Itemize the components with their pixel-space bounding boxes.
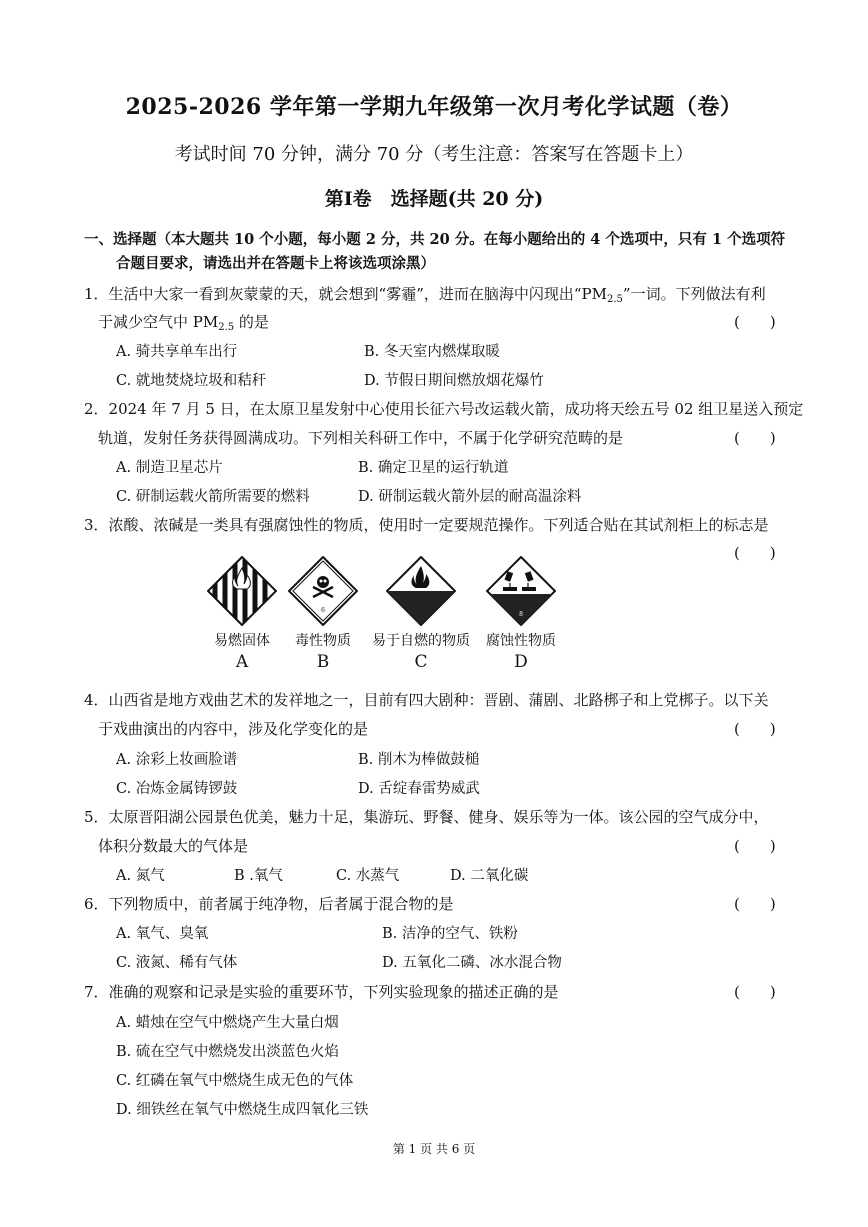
instructions-line-2: 合题目要求，请选出并在答题卡上将该选项涂黑） xyxy=(116,255,435,272)
question-5-option-a: A. 氮气 xyxy=(116,868,165,884)
question-6-option-d: D. 五氧化二磷、冰水混合物 xyxy=(382,955,562,971)
sign-letter-d: D xyxy=(514,652,528,672)
sign-label-d: 腐蚀性物质 xyxy=(486,633,556,649)
page-footer: 第 1 页 共 6 页 xyxy=(392,1142,476,1156)
question-2-line-2: 轨道，发射任务获得圆满成功。下列相关科研工作中，不属于化学研究范畴的是 xyxy=(98,429,624,447)
question-7-option-b: B. 硫在空气中燃烧发出淡蓝色火焰 xyxy=(116,1044,339,1060)
question-1-option-a: A. 骑共享单车出行 xyxy=(116,344,238,360)
question-4-option-c: C. 冶炼金属铸锣鼓 xyxy=(116,781,238,797)
sign-letter-b: B xyxy=(316,652,330,672)
spontaneous-combustion-icon xyxy=(386,556,456,626)
answer-paren: ( ) xyxy=(734,313,776,331)
section-title: 第Ⅰ卷 选择题(共 20 分) xyxy=(324,188,544,210)
question-7-option-a: A. 蜡烛在空气中燃烧产生大量白烟 xyxy=(116,1015,339,1031)
question-3-line-1: 3．浓酸、浓碱是一类具有强腐蚀性的物质，使用时一定要规范操作。下列适合贴在其试剂柜上的标志是 xyxy=(84,516,769,534)
question-5-line-2: 体积分数最大的气体是 xyxy=(98,837,249,855)
question-1-option-d: D. 节假日期间燃放烟花爆竹 xyxy=(364,373,544,389)
answer-paren: ( ) xyxy=(734,895,776,913)
question-2-line-1: 2．2024 年 7 月 5 日，在太原卫星发射中心使用长征六号改运载火箭，成功将天绘五号 02 组卫星送入预定 xyxy=(84,400,804,418)
question-6-option-a: A. 氧气、臭氧 xyxy=(116,926,209,942)
svg-text:8: 8 xyxy=(519,611,523,618)
sign-letter-a: A xyxy=(235,652,249,672)
sign-label-a: 易燃固体 xyxy=(214,633,270,649)
question-4-line-1: 4．山西省是地方戏曲艺术的发祥地之一，目前有四大剧种：晋剧、蒲剧、北路梆子和上党梆子。以下关 xyxy=(84,691,769,709)
question-6-option-c: C. 液氮、稀有气体 xyxy=(116,955,238,971)
answer-paren: ( ) xyxy=(734,429,776,447)
question-1-option-b: B. 冬天室内燃煤取暖 xyxy=(364,344,500,360)
exam-subtitle: 考试时间 70 分钟，满分 70 分（考生注意：答案写在答题卡上） xyxy=(174,144,694,165)
answer-paren: ( ) xyxy=(734,983,776,1001)
question-5-option-b: B .氧气 xyxy=(234,868,283,884)
answer-paren: ( ) xyxy=(734,720,776,738)
question-4-option-b: B. 削木为棒做鼓槌 xyxy=(358,752,480,768)
question-4-option-a: A. 涂彩上妆画脸谱 xyxy=(116,752,238,768)
instructions-line-1: 一、选择题（本大题共 10 个小题，每小题 2 分，共 20 分。在每小题给出的 4 个选项中，只有 1 个选项符 xyxy=(84,231,786,248)
question-7-option-d: D. 细铁丝在氧气中燃烧生成四氧化三铁 xyxy=(116,1102,369,1118)
question-4-line-2: 于戏曲演出的内容中，涉及化学变化的是 xyxy=(98,720,369,738)
hazard-signs xyxy=(0,556,868,676)
flammable-solid-icon xyxy=(207,556,277,626)
question-5-option-d: D. 二氧化碳 xyxy=(450,868,529,884)
question-1-line-2: 于减少空气中 $PM_{2.5}$ 的是 xyxy=(98,313,269,333)
question-6-line-1: 6．下列物质中，前者属于纯净物，后者属于混合物的是 xyxy=(84,895,454,913)
question-4-option-d: D. 舌绽春雷势威武 xyxy=(358,781,480,797)
question-5-option-c: C. 水蒸气 xyxy=(336,868,400,884)
sign-label-c: 易于自燃的物质 xyxy=(372,633,470,649)
question-2-option-b: B. 确定卫星的运行轨道 xyxy=(358,460,509,476)
question-5-line-1: 5．太原晋阳湖公园景色优美，魅力十足，集游玩、野餐、健身、娱乐等为一体。该公园的空气成分中， xyxy=(84,808,769,826)
svg-text:6: 6 xyxy=(321,607,325,614)
question-2-option-c: C. 研制运载火箭所需要的燃料 xyxy=(116,489,310,505)
question-7-option-c: C. 红磷在氧气中燃烧生成无色的气体 xyxy=(116,1073,354,1089)
question-2-option-a: A. 制造卫星芯片 xyxy=(116,460,223,476)
answer-paren: ( ) xyxy=(734,837,776,855)
sign-letter-c: C xyxy=(414,652,428,672)
question-1-line-1: 1．生活中大家一看到灰蒙蒙的天，就会想到“雾霾”，进而在脑海中闪现出“$PM_{2.5}$”一词。下列做法有利 xyxy=(84,285,766,305)
question-2-option-d: D. 研制运载火箭外层的耐高温涂料 xyxy=(358,489,582,505)
question-7-line-1: 7．准确的观察和记录是实验的重要环节，下列实验现象的描述正确的是 xyxy=(84,983,559,1001)
corrosive-icon xyxy=(486,556,556,626)
sign-label-b: 毒性物质 xyxy=(295,633,351,649)
question-1-option-c: C. 就地焚烧垃圾和秸秆 xyxy=(116,373,267,389)
answer-paren: ( ) xyxy=(734,544,776,562)
exam-title: 2025-2026 学年第一学期九年级第一次月考化学试题（卷） xyxy=(125,94,743,120)
toxic-icon xyxy=(288,556,358,626)
question-6-option-b: B. 洁净的空气、铁粉 xyxy=(382,926,518,942)
